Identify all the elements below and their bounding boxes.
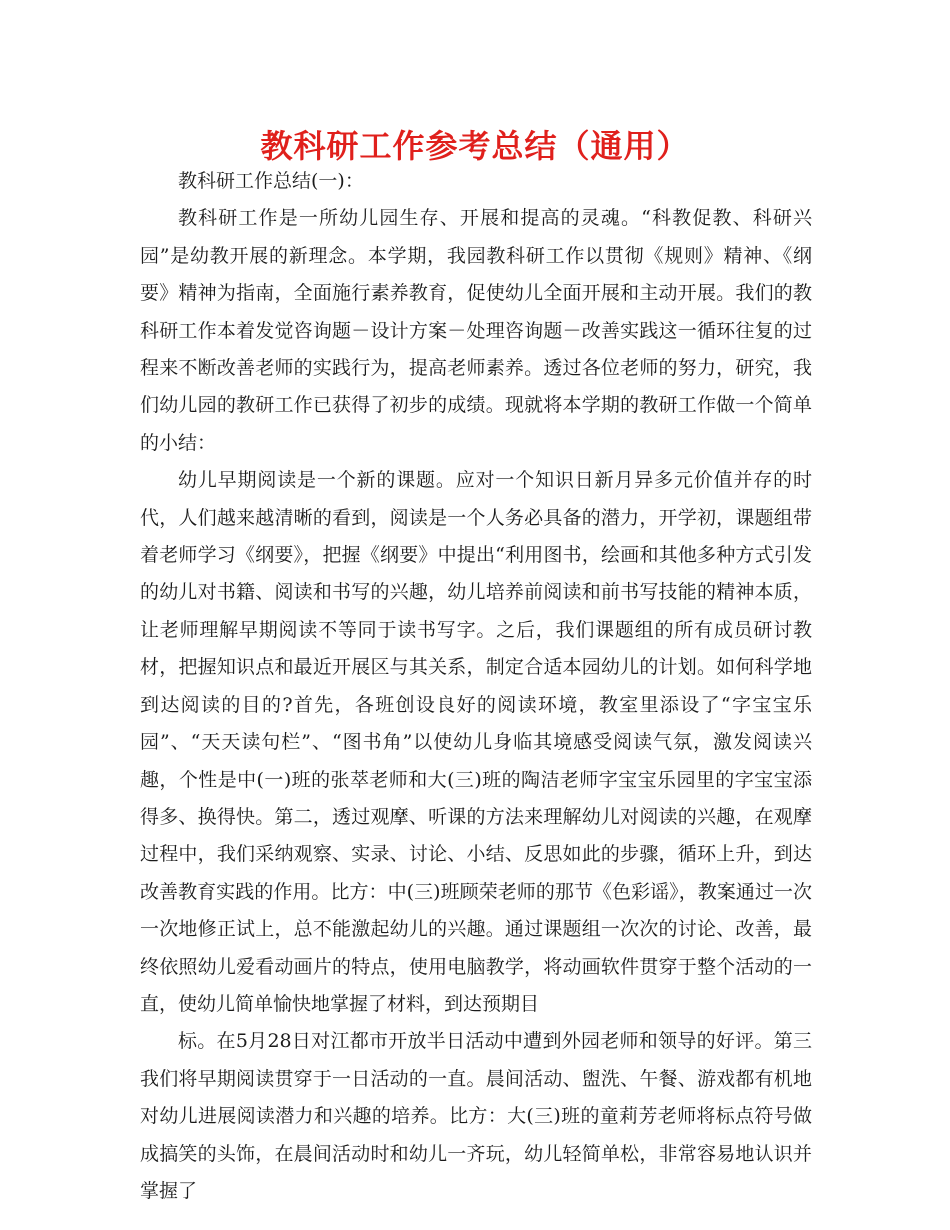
body-paragraph: 幼儿早期阅读是一个新的课题。应对一个知识日新月异多元价值并存的时代，人们越来越清晰的看到，阅读是一个人务必具备的潜力，开学初，课题组带着老师学习《纲要》，把握《纲要》中提出“利用图书，绘画和其他多种方式引发的幼儿对书籍、阅读和书写的兴趣，幼儿培养前阅读和前书写技能的精神本质，让老师理解早期阅读不等同于读书写字。之后，我们课题组的所有成员研讨教材，把握知识点和最近开展区与其关系，制定合适本园幼儿的计划。如何科学地到达阅读的目的?首先，各班创设良好的阅读环境，教室里添设了“字宝宝乐园”、“天天读句栏”、“图书角”以使幼儿身临其境感受阅读气氛，激发阅读兴趣，个性是中(一)班的张萃老师和大(三)班的陶洁老师字宝宝乐园里的字宝宝添得多、换得快。第二，透过观摩、听课的方法来理解幼儿对阅读的兴趣，在观摩过程中，我们采纳观察、实录、讨论、小结、反思如此的步骤，循环上升，到达改善教育实践的作用。比方：中(三)班顾荣老师的那节《色彩谣》，教案通过一次一次地修正试上，总不能激起幼儿的兴趣。通过课题组一次次的讨论、改善，最终依照幼儿爱看动画片的特点，使用电脑教学，将动画软件贯穿于整个活动的一直，使幼儿简单愉快地掌握了材料，到达预期目: [140, 469, 812, 1015]
body-paragraph: 教科研工作是一所幼儿园生存、开展和提高的灵魂。“科教促教、科研兴园”是幼教开展的新理念。本学期，我园教科研工作以贯彻《规则》精神、《纲要》精神为指南，全面施行素养教育，促使幼儿全面开展和主动开展。我们的教科研工作本着发觉咨询题－设计方案－处理咨询题－改善实践这一循环往复的过程来不断改善老师的实践行为，提高老师素养。透过各位老师的努力，研究，我们幼儿园的教研工作已获得了初步的成绩。现就将本学期的教研工作做一个简单的小结：: [140, 207, 812, 454]
document-title: 教科研工作参考总结（通用）: [260, 127, 690, 165]
body-paragraph: 标。在5月28日对江都市开放半日活动中遭到外园老师和领导的好评。第三我们将早期阅读贯穿于一日活动的一直。晨间活动、盥洗、午餐、游戏都有机地对幼儿进展阅读潜力和兴趣的培养。比方：大(三)班的童莉芳老师将标点符号做成搞笑的头饰，在晨间活动时和幼儿一齐玩，幼儿轻简单松，非常容易地认识并掌握了: [140, 1030, 812, 1202]
document-body: [140, 163, 812, 1210]
section-heading: 教科研工作总结(一)：: [178, 170, 364, 192]
